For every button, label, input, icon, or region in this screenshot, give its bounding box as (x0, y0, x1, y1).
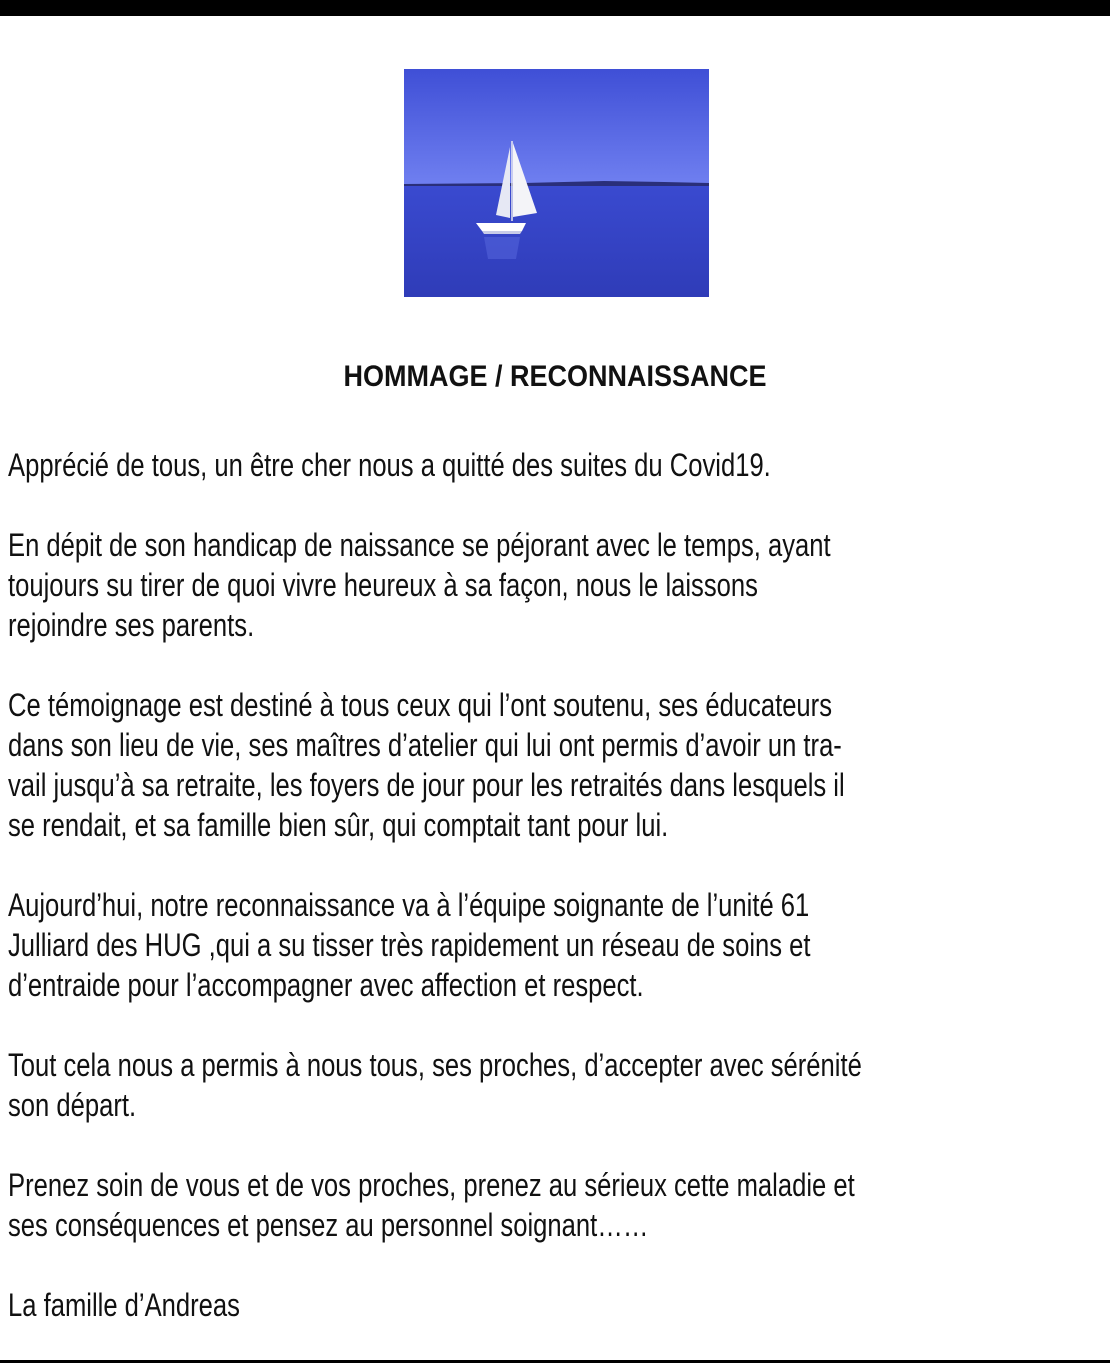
sailboat-photo (404, 69, 709, 297)
text-line: ses conséquences et pensez au personnel soignant…… (8, 1207, 649, 1243)
paragraph-3 (8, 685, 888, 845)
text-line: Aujourd’hui, notre reconnaissance va à l’équipe soignante de l’unité 61 (8, 887, 810, 923)
text-line: Prenez soin de vous et de vos proches, prenez au sérieux cette maladie et (8, 1167, 855, 1203)
text-line: vail jusqu’à sa retraite, les foyers de jour pour les retraités dans lesquels il (8, 767, 845, 803)
signature (8, 1285, 888, 1325)
text-line: Julliard des HUG ,qui a su tisser très rapidement un réseau de soins et (8, 927, 811, 963)
paragraph-6 (8, 1165, 888, 1245)
text-line: se rendait, et sa famille bien sûr, qui comptait tant pour lui. (8, 807, 669, 843)
bottom-border (0, 1360, 1110, 1363)
text-line: dans son lieu de vie, ses maîtres d’atelier qui lui ont permis d’avoir un tra- (8, 727, 842, 763)
text-line: rejoindre ses parents. (8, 607, 255, 643)
paragraph-5 (8, 1045, 888, 1125)
sea (404, 184, 709, 297)
sky (404, 69, 709, 184)
text-line: toujours su tirer de quoi vivre heureux à sa façon, nous le laissons (8, 567, 758, 603)
article-body (8, 445, 1108, 1325)
paragraph-4 (8, 885, 888, 1005)
text-line: d’entraide pour l’accompagner avec affection et respect. (8, 967, 644, 1003)
page-title: HOMMAGE / RECONNAISSANCE (343, 360, 767, 393)
signature-text: La famille d’Andreas (8, 1287, 240, 1323)
text-line: Ce témoignage est destiné à tous ceux qui l’ont soutenu, ses éducateurs (8, 687, 832, 723)
text-line: Apprécié de tous, un être cher nous a quitté des suites du Covid19. (8, 447, 771, 483)
text-line: son départ. (8, 1087, 137, 1123)
text-line: En dépit de son handicap de naissance se péjorant avec le temps, ayant (8, 527, 831, 563)
paragraph-2 (8, 525, 888, 645)
top-border (0, 0, 1110, 16)
text-line: Tout cela nous a permis à nous tous, ses proches, d’accepter avec sérénité (8, 1047, 862, 1083)
paragraph-1 (8, 445, 888, 485)
